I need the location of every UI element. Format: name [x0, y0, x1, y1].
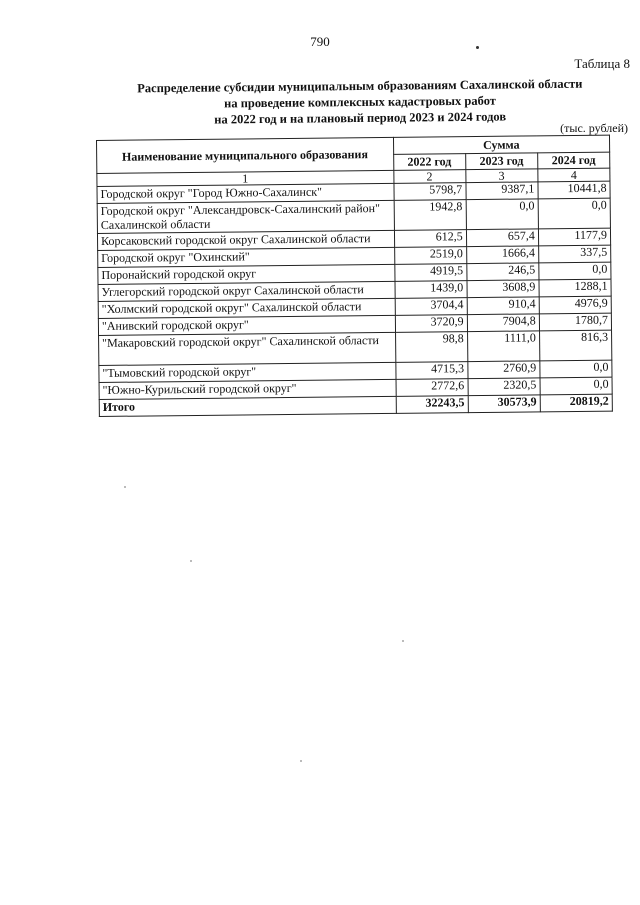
value-2022: 4919,5: [394, 264, 466, 282]
header-municipality: Наименование муниципального образования: [97, 137, 394, 173]
column-number: 2: [393, 170, 465, 184]
total-2023: 30573,9: [468, 395, 540, 413]
column-number: 3: [466, 169, 538, 183]
value-2022: 5798,7: [394, 183, 466, 201]
column-number: 4: [538, 168, 610, 182]
value-2024: 0,0: [540, 360, 612, 378]
municipality-name: "Холмский городской округ" Сахалинской области: [98, 298, 395, 318]
subsidy-table-wrapper: [96, 135, 613, 417]
value-2024: 0,0: [539, 262, 611, 280]
scan-speck: [124, 486, 126, 488]
municipality-name: "Тымовский городской округ": [99, 362, 396, 382]
header-year-2022: 2022 год: [393, 154, 465, 171]
value-2022: 612,5: [394, 230, 466, 248]
value-2024: 4976,9: [539, 296, 611, 314]
value-2024: 0,0: [540, 377, 612, 395]
value-2023: 2760,9: [468, 361, 540, 379]
value-2023: 9387,1: [466, 182, 538, 200]
value-2023: 246,5: [466, 263, 538, 281]
municipality-name: Углегорский городской округ Сахалинской области: [98, 281, 395, 301]
table-body: [97, 181, 612, 416]
total-2022: 32243,5: [396, 396, 468, 414]
municipality-name: Поронайский городской округ: [98, 264, 395, 284]
title-line-2: на проведение комплексных кадастровых работ: [224, 93, 496, 111]
scan-speck: [190, 560, 192, 562]
municipality-name: Городской округ "Александровск-Сахалинский район" Сахалинской области: [97, 200, 394, 233]
scan-speck: [402, 640, 404, 642]
page-number: 790: [310, 34, 330, 49]
units-note: (тыс. рублей): [560, 121, 628, 135]
value-2022: 3704,4: [395, 298, 467, 316]
value-2024: 816,3: [539, 330, 612, 361]
value-2022: 98,8: [395, 332, 467, 363]
document-title: [100, 75, 620, 128]
value-2023: 657,4: [466, 229, 538, 247]
municipality-name: "Южно-Курильский городской округ": [99, 379, 396, 399]
value-2024: 1288,1: [539, 279, 611, 297]
column-number: 1: [97, 170, 394, 186]
value-2023: 0,0: [466, 199, 538, 230]
municipality-name: Городской округ "Город Южно-Сахалинск": [97, 183, 394, 203]
value-2024: 1177,9: [538, 228, 610, 246]
municipality-name: Корсаковский городской округ Сахалинской области: [97, 230, 394, 250]
value-2022: 2772,6: [396, 379, 468, 397]
value-2024: 10441,8: [538, 181, 610, 199]
header-year-2023: 2023 год: [465, 153, 537, 170]
municipality-name: "Анивский городской округ": [98, 315, 395, 335]
value-2022: 4715,3: [395, 362, 467, 380]
subsidy-table: [96, 135, 613, 417]
value-2023: 1666,4: [466, 246, 538, 264]
scan-speck: [476, 46, 479, 49]
total-2024: 20819,2: [540, 394, 612, 412]
value-2024: 1780,7: [539, 313, 611, 331]
header-year-2024: 2024 год: [537, 152, 609, 169]
value-2024: 337,5: [538, 245, 610, 263]
municipality-name: "Макаровский городской округ" Сахалинской области: [99, 332, 396, 365]
value-2023: 2320,5: [468, 378, 540, 396]
value-2023: 1111,0: [467, 331, 539, 362]
value-2022: 1942,8: [394, 200, 466, 231]
header-sum: Сумма: [393, 135, 610, 154]
scan-speck: [300, 760, 302, 762]
value-2022: 3720,9: [395, 315, 467, 333]
value-2022: 1439,0: [395, 281, 467, 299]
value-2023: 910,4: [467, 297, 539, 315]
value-2022: 2519,0: [394, 247, 466, 265]
title-line-3: на 2022 год и на плановый период 2023 и 2024 годов: [214, 109, 507, 127]
title-line-1: Распределение субсидии муниципальным образованиям Сахалинской области: [137, 76, 583, 96]
value-2024: 0,0: [538, 198, 611, 229]
value-2023: 3608,9: [467, 280, 539, 298]
value-2023: 7904,8: [467, 314, 539, 332]
table-label: Таблица 8: [574, 56, 630, 71]
total-label: Итого: [99, 396, 396, 416]
municipality-name: Городской округ "Охинский": [98, 247, 395, 267]
